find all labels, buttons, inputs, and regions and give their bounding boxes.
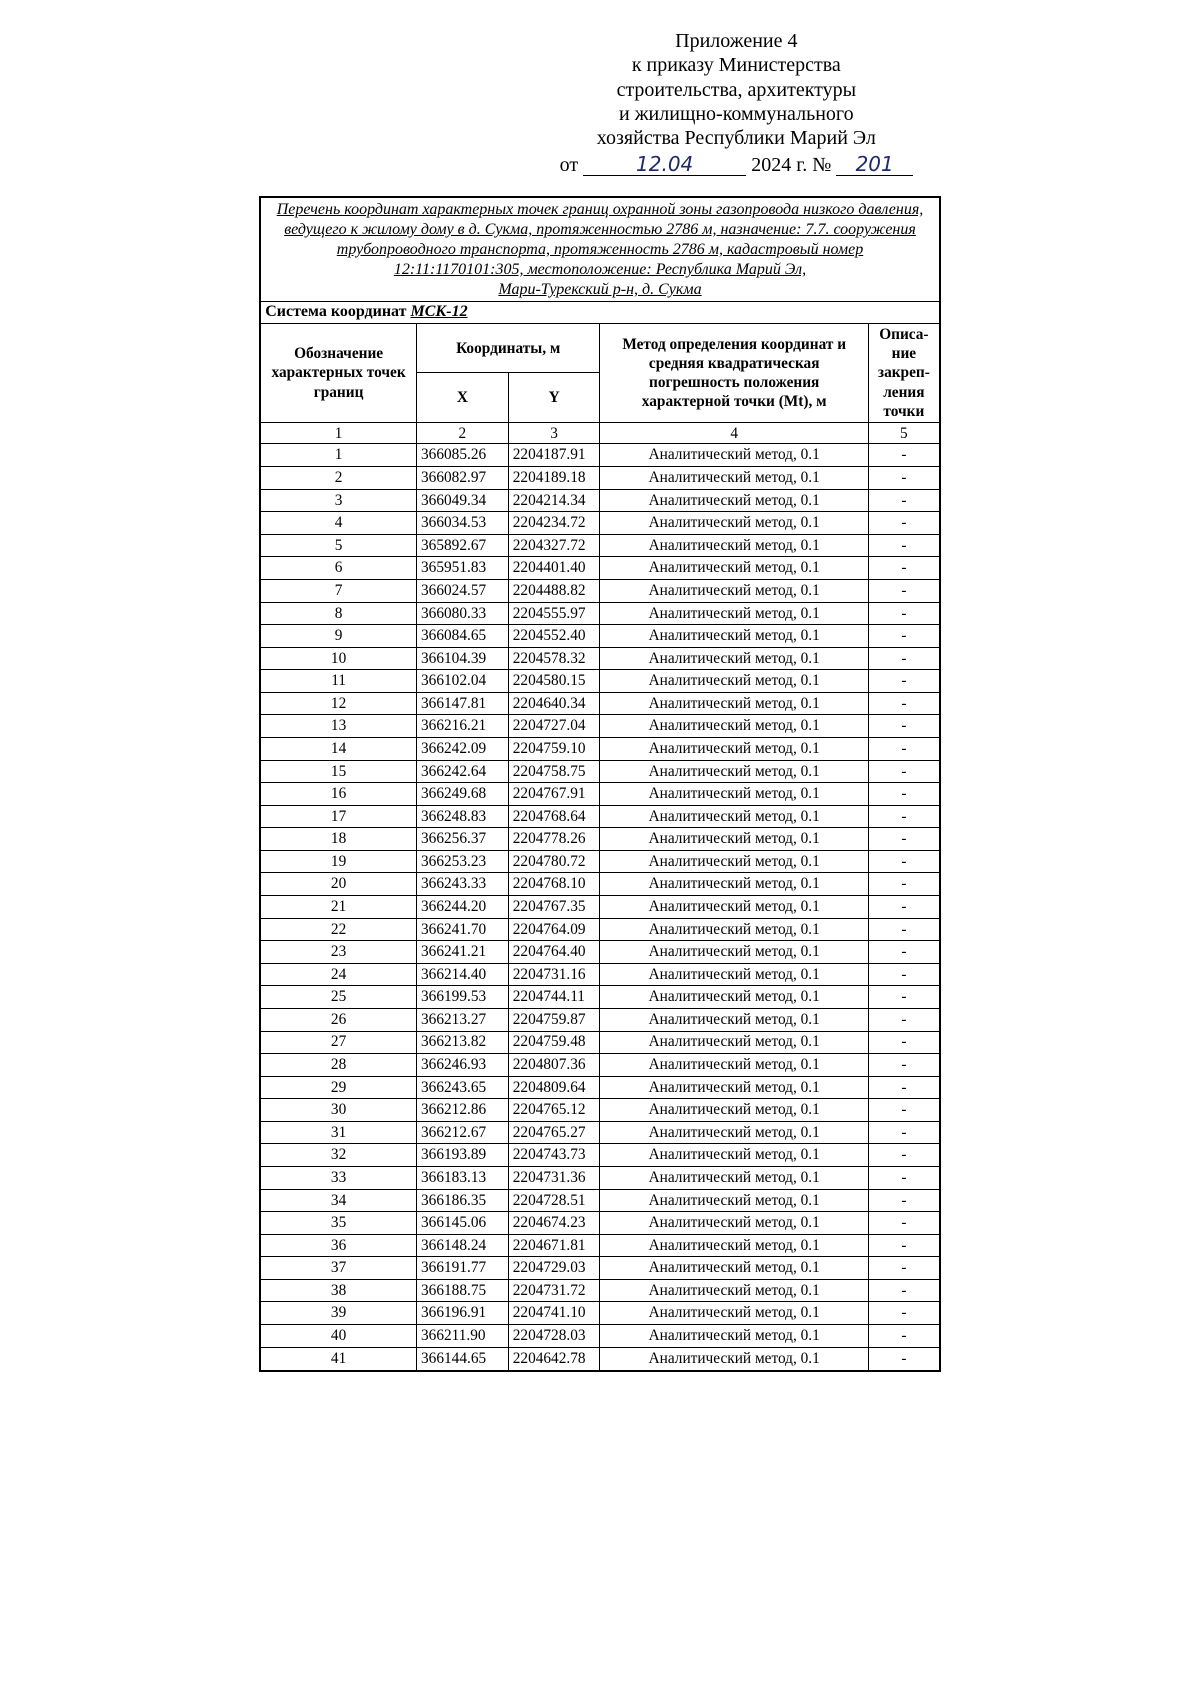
- method-cell: Аналитический метод, 0.1: [600, 625, 868, 648]
- table-row: [260, 963, 940, 986]
- table-row: [260, 1302, 940, 1325]
- method-cell: Аналитический метод, 0.1: [600, 1099, 868, 1122]
- x-cell: 366193.89: [417, 1144, 509, 1167]
- description-cell: -: [868, 896, 939, 919]
- method-cell: Аналитический метод, 0.1: [600, 1076, 868, 1099]
- title-row: [260, 197, 940, 301]
- table-row: [260, 1144, 940, 1167]
- y-cell: 2204552.40: [508, 625, 600, 648]
- description-cell: -: [868, 1302, 939, 1325]
- table-row: [260, 557, 940, 580]
- table-row: [260, 467, 940, 490]
- x-cell: 366256.37: [417, 828, 509, 851]
- description-cell: -: [868, 1031, 939, 1054]
- point-id-cell: 31: [260, 1121, 416, 1144]
- table-row: [260, 715, 940, 738]
- description-cell: -: [868, 444, 939, 467]
- table-row: [260, 647, 940, 670]
- description-cell: -: [868, 534, 939, 557]
- point-id-cell: 8: [260, 602, 416, 625]
- order-line: [560, 153, 914, 177]
- point-id-cell: 33: [260, 1166, 416, 1189]
- coordinates-table: [259, 196, 941, 1367]
- method-cell: Аналитический метод, 0.1: [600, 828, 868, 851]
- y-cell: 2204741.10: [508, 1302, 600, 1325]
- header-description: Описа-ние закреп-ления точки: [868, 323, 939, 422]
- header-line: и жилищно-коммунального: [619, 102, 854, 125]
- column-number: 5: [868, 423, 939, 444]
- method-cell: Аналитический метод, 0.1: [600, 579, 868, 602]
- table-row: [260, 1189, 940, 1212]
- y-cell: 2204780.72: [508, 850, 600, 873]
- description-cell: -: [868, 692, 939, 715]
- table-row: [260, 512, 940, 535]
- description-cell: -: [868, 1166, 939, 1189]
- y-cell: 2204764.40: [508, 941, 600, 964]
- table-row: [260, 1008, 940, 1031]
- x-cell: 366242.64: [417, 760, 509, 783]
- x-cell: 366082.97: [417, 467, 509, 490]
- point-id-cell: 10: [260, 647, 416, 670]
- description-cell: -: [868, 1076, 939, 1099]
- x-cell: 366241.21: [417, 941, 509, 964]
- description-cell: -: [868, 1189, 939, 1212]
- header-y: Y: [508, 373, 600, 423]
- title-line: 12:11:1170101:305, местоположение: Республика Марий Эл,: [393, 260, 807, 278]
- description-cell: -: [868, 873, 939, 896]
- table-title: [260, 197, 940, 301]
- table-row: [260, 579, 940, 602]
- description-cell: -: [868, 467, 939, 490]
- table-row: [260, 692, 940, 715]
- y-cell: 2204555.97: [508, 602, 600, 625]
- point-id-cell: 35: [260, 1212, 416, 1235]
- x-cell: 365951.83: [417, 557, 509, 580]
- x-cell: 366249.68: [417, 783, 509, 806]
- method-cell: Аналитический метод, 0.1: [600, 1325, 868, 1348]
- point-id-cell: 34: [260, 1189, 416, 1212]
- point-id-cell: 15: [260, 760, 416, 783]
- description-cell: -: [868, 941, 939, 964]
- point-id-cell: 3: [260, 489, 416, 512]
- header-line: строительства, архитектуры: [616, 78, 857, 101]
- description-cell: -: [868, 602, 939, 625]
- x-cell: 366214.40: [417, 963, 509, 986]
- y-cell: 2204327.72: [508, 534, 600, 557]
- point-id-cell: 23: [260, 941, 416, 964]
- description-cell: -: [868, 489, 939, 512]
- table-row: [260, 1279, 940, 1302]
- description-cell: -: [868, 647, 939, 670]
- x-cell: 366199.53: [417, 986, 509, 1009]
- y-cell: 2204768.64: [508, 805, 600, 828]
- x-cell: 366186.35: [417, 1189, 509, 1212]
- point-id-cell: 20: [260, 873, 416, 896]
- order-number-handwritten: 201: [836, 153, 913, 176]
- method-cell: Аналитический метод, 0.1: [600, 1031, 868, 1054]
- column-number: 4: [600, 423, 868, 444]
- order-year: 2024 г. №: [751, 154, 832, 177]
- x-cell: 366248.83: [417, 805, 509, 828]
- table-row: [260, 534, 940, 557]
- x-cell: 366049.34: [417, 489, 509, 512]
- method-cell: Аналитический метод, 0.1: [600, 647, 868, 670]
- x-cell: 366188.75: [417, 1279, 509, 1302]
- description-cell: -: [868, 1279, 939, 1302]
- x-cell: 366243.33: [417, 873, 509, 896]
- table-row: [260, 828, 940, 851]
- x-cell: 366212.86: [417, 1099, 509, 1122]
- description-cell: -: [868, 579, 939, 602]
- method-cell: Аналитический метод, 0.1: [600, 1234, 868, 1257]
- y-cell: 2204758.75: [508, 760, 600, 783]
- table-row: [260, 1166, 940, 1189]
- y-cell: 2204767.35: [508, 896, 600, 919]
- description-cell: -: [868, 1234, 939, 1257]
- description-cell: -: [868, 1054, 939, 1077]
- table-row: [260, 602, 940, 625]
- method-cell: Аналитический метод, 0.1: [600, 489, 868, 512]
- description-cell: -: [868, 512, 939, 535]
- coordinates-body: [260, 444, 940, 1371]
- y-cell: 2204765.27: [508, 1121, 600, 1144]
- x-cell: 366241.70: [417, 918, 509, 941]
- method-cell: Аналитический метод, 0.1: [600, 1054, 868, 1077]
- column-number: 1: [260, 423, 416, 444]
- y-cell: 2204674.23: [508, 1212, 600, 1235]
- y-cell: 2204642.78: [508, 1347, 600, 1371]
- table-row: [260, 1325, 940, 1348]
- method-cell: Аналитический метод, 0.1: [600, 1008, 868, 1031]
- x-cell: 366084.65: [417, 625, 509, 648]
- method-cell: Аналитический метод, 0.1: [600, 692, 868, 715]
- method-cell: Аналитический метод, 0.1: [600, 1144, 868, 1167]
- point-id-cell: 37: [260, 1257, 416, 1280]
- point-id-cell: 41: [260, 1347, 416, 1371]
- point-id-cell: 36: [260, 1234, 416, 1257]
- y-cell: 2204728.03: [508, 1325, 600, 1348]
- point-id-cell: 18: [260, 828, 416, 851]
- y-cell: 2204187.91: [508, 444, 600, 467]
- method-cell: Аналитический метод, 0.1: [600, 1121, 868, 1144]
- table-row: [260, 805, 940, 828]
- title-line: Перечень координат характерных точек границ охранной зоны газопровода низкого давления,: [276, 200, 924, 218]
- method-cell: Аналитический метод, 0.1: [600, 918, 868, 941]
- x-cell: 365892.67: [417, 534, 509, 557]
- table-row: [260, 1054, 940, 1077]
- y-cell: 2204768.10: [508, 873, 600, 896]
- x-cell: 366253.23: [417, 850, 509, 873]
- description-cell: -: [868, 1144, 939, 1167]
- table-row: [260, 738, 940, 761]
- x-cell: 366216.21: [417, 715, 509, 738]
- order-prefix: от: [559, 154, 579, 177]
- method-cell: Аналитический метод, 0.1: [600, 534, 868, 557]
- coordinate-system: [260, 302, 940, 324]
- method-cell: Аналитический метод, 0.1: [600, 760, 868, 783]
- method-cell: Аналитический метод, 0.1: [600, 467, 868, 490]
- table-row: [260, 783, 940, 806]
- point-id-cell: 17: [260, 805, 416, 828]
- table-row: [260, 1099, 940, 1122]
- x-cell: 366145.06: [417, 1212, 509, 1235]
- y-cell: 2204488.82: [508, 579, 600, 602]
- method-cell: Аналитический метод, 0.1: [600, 941, 868, 964]
- column-number: 2: [417, 423, 509, 444]
- method-cell: Аналитический метод, 0.1: [600, 1257, 868, 1280]
- table-row: [260, 1212, 940, 1235]
- y-cell: 2204765.12: [508, 1099, 600, 1122]
- y-cell: 2204809.64: [508, 1076, 600, 1099]
- point-id-cell: 14: [260, 738, 416, 761]
- description-cell: -: [868, 625, 939, 648]
- x-cell: 366183.13: [417, 1166, 509, 1189]
- y-cell: 2204671.81: [508, 1234, 600, 1257]
- header-line: Приложение 4: [675, 29, 798, 52]
- point-id-cell: 13: [260, 715, 416, 738]
- header-row: [260, 323, 940, 373]
- description-cell: -: [868, 805, 939, 828]
- method-cell: Аналитический метод, 0.1: [600, 557, 868, 580]
- y-cell: 2204640.34: [508, 692, 600, 715]
- x-cell: 366102.04: [417, 670, 509, 693]
- method-cell: Аналитический метод, 0.1: [600, 896, 868, 919]
- description-cell: -: [868, 557, 939, 580]
- method-cell: Аналитический метод, 0.1: [600, 783, 868, 806]
- description-cell: -: [868, 760, 939, 783]
- y-cell: 2204731.72: [508, 1279, 600, 1302]
- description-cell: -: [868, 1121, 939, 1144]
- point-id-cell: 25: [260, 986, 416, 1009]
- header-method: Метод определения координат и средняя квадратическая погрешность положения характерной точки (Mt), м: [600, 323, 868, 422]
- description-cell: -: [868, 828, 939, 851]
- system-value: МСК-12: [410, 303, 468, 321]
- y-cell: 2204580.15: [508, 670, 600, 693]
- y-cell: 2204759.87: [508, 1008, 600, 1031]
- description-cell: -: [868, 1347, 939, 1371]
- point-id-cell: 19: [260, 850, 416, 873]
- x-cell: 366246.93: [417, 1054, 509, 1077]
- header-x: X: [417, 373, 509, 423]
- method-cell: Аналитический метод, 0.1: [600, 850, 868, 873]
- x-cell: 366147.81: [417, 692, 509, 715]
- y-cell: 2204759.10: [508, 738, 600, 761]
- y-cell: 2204731.36: [508, 1166, 600, 1189]
- table-row: [260, 489, 940, 512]
- point-id-cell: 9: [260, 625, 416, 648]
- table-row: [260, 625, 940, 648]
- table-row: [260, 850, 940, 873]
- description-cell: -: [868, 918, 939, 941]
- table-row: [260, 896, 940, 919]
- description-cell: -: [868, 963, 939, 986]
- point-id-cell: 5: [260, 534, 416, 557]
- point-id-cell: 4: [260, 512, 416, 535]
- y-cell: 2204401.40: [508, 557, 600, 580]
- title-line: Мари-Турекский р-н, д. Сукма: [498, 280, 702, 298]
- table-row: [260, 1347, 940, 1371]
- column-number: 3: [508, 423, 600, 444]
- description-cell: -: [868, 1257, 939, 1280]
- y-cell: 2204189.18: [508, 467, 600, 490]
- table-row: [260, 760, 940, 783]
- point-id-cell: 16: [260, 783, 416, 806]
- method-cell: Аналитический метод, 0.1: [600, 444, 868, 467]
- method-cell: Аналитический метод, 0.1: [600, 963, 868, 986]
- y-cell: 2204728.51: [508, 1189, 600, 1212]
- method-cell: Аналитический метод, 0.1: [600, 1189, 868, 1212]
- x-cell: 366213.27: [417, 1008, 509, 1031]
- y-cell: 2204764.09: [508, 918, 600, 941]
- point-id-cell: 26: [260, 1008, 416, 1031]
- point-id-cell: 2: [260, 467, 416, 490]
- header-coordinates: Координаты, м: [417, 323, 600, 373]
- y-cell: 2204727.04: [508, 715, 600, 738]
- point-id-cell: 12: [260, 692, 416, 715]
- point-id-cell: 22: [260, 918, 416, 941]
- y-cell: 2204744.11: [508, 986, 600, 1009]
- x-cell: 366243.65: [417, 1076, 509, 1099]
- method-cell: Аналитический метод, 0.1: [600, 670, 868, 693]
- table-row: [260, 1121, 940, 1144]
- y-cell: 2204729.03: [508, 1257, 600, 1280]
- point-id-cell: 27: [260, 1031, 416, 1054]
- method-cell: Аналитический метод, 0.1: [600, 805, 868, 828]
- method-cell: Аналитический метод, 0.1: [600, 1302, 868, 1325]
- method-cell: Аналитический метод, 0.1: [600, 1279, 868, 1302]
- x-cell: 366244.20: [417, 896, 509, 919]
- x-cell: 366024.57: [417, 579, 509, 602]
- point-id-cell: 30: [260, 1099, 416, 1122]
- method-cell: Аналитический метод, 0.1: [600, 1347, 868, 1371]
- header-point-id: Обозначение характерных точек границ: [260, 323, 416, 422]
- table-row: [260, 873, 940, 896]
- system-row: [260, 302, 940, 324]
- table-row: [260, 1031, 940, 1054]
- point-id-cell: 39: [260, 1302, 416, 1325]
- description-cell: -: [868, 1212, 939, 1235]
- column-number-row: [260, 423, 940, 444]
- table-row: [260, 941, 940, 964]
- table-row: [260, 918, 940, 941]
- table-row: [260, 1257, 940, 1280]
- x-cell: 366211.90: [417, 1325, 509, 1348]
- y-cell: 2204234.72: [508, 512, 600, 535]
- x-cell: 366144.65: [417, 1347, 509, 1371]
- point-id-cell: 38: [260, 1279, 416, 1302]
- table-row: [260, 986, 940, 1009]
- point-id-cell: 6: [260, 557, 416, 580]
- point-id-cell: 24: [260, 963, 416, 986]
- x-cell: 366196.91: [417, 1302, 509, 1325]
- point-id-cell: 21: [260, 896, 416, 919]
- description-cell: -: [868, 986, 939, 1009]
- point-id-cell: 11: [260, 670, 416, 693]
- description-cell: -: [868, 738, 939, 761]
- method-cell: Аналитический метод, 0.1: [600, 512, 868, 535]
- y-cell: 2204759.48: [508, 1031, 600, 1054]
- method-cell: Аналитический метод, 0.1: [600, 1212, 868, 1235]
- y-cell: 2204807.36: [508, 1054, 600, 1077]
- point-id-cell: 1: [260, 444, 416, 467]
- x-cell: 366148.24: [417, 1234, 509, 1257]
- table-row: [260, 670, 940, 693]
- document-page: [240, 0, 960, 1367]
- point-id-cell: 32: [260, 1144, 416, 1167]
- header-line: к приказу Министерства: [631, 54, 841, 77]
- x-cell: 366242.09: [417, 738, 509, 761]
- point-id-cell: 28: [260, 1054, 416, 1077]
- system-label: Система координат: [265, 303, 407, 321]
- y-cell: 2204743.73: [508, 1144, 600, 1167]
- description-cell: -: [868, 1099, 939, 1122]
- method-cell: Аналитический метод, 0.1: [600, 986, 868, 1009]
- y-cell: 2204214.34: [508, 489, 600, 512]
- x-cell: 366104.39: [417, 647, 509, 670]
- y-cell: 2204731.16: [508, 963, 600, 986]
- header-line: хозяйства Республики Марий Эл: [596, 127, 876, 150]
- table-row: [260, 444, 940, 467]
- appendix-header: [532, 29, 941, 178]
- description-cell: -: [868, 783, 939, 806]
- x-cell: 366080.33: [417, 602, 509, 625]
- x-cell: 366213.82: [417, 1031, 509, 1054]
- table-row: [260, 1076, 940, 1099]
- y-cell: 2204578.32: [508, 647, 600, 670]
- description-cell: -: [868, 1325, 939, 1348]
- x-cell: 366034.53: [417, 512, 509, 535]
- title-line: ведущего к жилому дому в д. Сукма, протяженностью 2786 м, назначение: 7.7. сооружения: [284, 220, 916, 238]
- y-cell: 2204778.26: [508, 828, 600, 851]
- x-cell: 366191.77: [417, 1257, 509, 1280]
- point-id-cell: 40: [260, 1325, 416, 1348]
- method-cell: Аналитический метод, 0.1: [600, 873, 868, 896]
- description-cell: -: [868, 715, 939, 738]
- description-cell: -: [868, 670, 939, 693]
- description-cell: -: [868, 1008, 939, 1031]
- y-cell: 2204767.91: [508, 783, 600, 806]
- method-cell: Аналитический метод, 0.1: [600, 602, 868, 625]
- point-id-cell: 7: [260, 579, 416, 602]
- method-cell: Аналитический метод, 0.1: [600, 1166, 868, 1189]
- table-row: [260, 1234, 940, 1257]
- order-date-handwritten: 12.04: [583, 153, 746, 176]
- x-cell: 366085.26: [417, 444, 509, 467]
- title-line: трубопроводного транспорта, протяженность 2786 м, кадастровый номер: [336, 240, 864, 258]
- x-cell: 366212.67: [417, 1121, 509, 1144]
- method-cell: Аналитический метод, 0.1: [600, 715, 868, 738]
- point-id-cell: 29: [260, 1076, 416, 1099]
- method-cell: Аналитический метод, 0.1: [600, 738, 868, 761]
- description-cell: -: [868, 850, 939, 873]
